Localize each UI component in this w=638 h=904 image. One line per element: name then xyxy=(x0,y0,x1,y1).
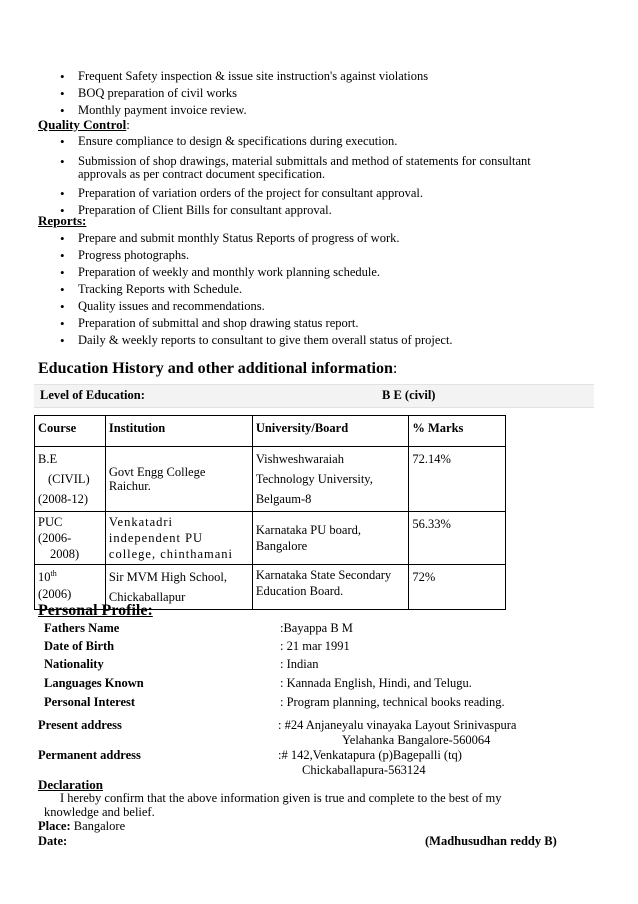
father-name-label: Fathers Name xyxy=(44,621,120,635)
institution-cell xyxy=(105,512,252,565)
cell-line: Technology University, xyxy=(255,472,373,486)
board-cell xyxy=(252,512,409,565)
permanent-address-label: Permanent address xyxy=(38,748,141,762)
list-item: • BOQ preparation of civil works xyxy=(60,85,428,102)
cell-line: B.E xyxy=(38,452,58,466)
cell-text: Venkatadri independent PU college, chinthamani xyxy=(108,515,234,561)
declaration-text-line1: I hereby confirm that the above information given is true and complete to the best of my xyxy=(60,791,502,805)
list-item: • Monthly payment invoice review. xyxy=(60,102,428,119)
languages-value: : Kannada English, Hindi, and Telugu. xyxy=(280,676,472,690)
institution-cell xyxy=(105,447,252,512)
list-item: • Preparation of Client Bills for consultant approval. xyxy=(60,202,560,219)
list-item: • Frequent Safety inspection & issue site instruction's against violations xyxy=(60,68,428,85)
quality-bullet-list xyxy=(60,133,560,219)
column-header: Institution xyxy=(105,416,252,447)
date-label: Date: xyxy=(38,834,68,848)
nationality-value: : Indian xyxy=(280,657,319,671)
education-table xyxy=(34,415,506,610)
permanent-address-line1: :# 142,Venkatapura (p)Bagepalli (tq) xyxy=(278,748,462,762)
education-level-value: B E (civil) xyxy=(382,388,436,402)
personal-heading: Personal Profile: xyxy=(38,602,153,619)
list-item: • Preparation of weekly and monthly work planning schedule. xyxy=(60,264,453,281)
list-item: • Preparation of submittal and shop drawing status report. xyxy=(60,315,453,332)
marks-cell: 72% xyxy=(409,565,506,610)
list-item: • Submission of shop drawings, material submittals and method of statements for consultant approvals as per contract document specification. xyxy=(60,155,560,181)
cell-text: Govt Engg College Raichur. xyxy=(108,465,206,493)
cell-line: Belgaum-8 xyxy=(255,492,312,506)
column-header: % Marks xyxy=(409,416,506,447)
quality-heading: Quality Control xyxy=(38,117,127,132)
reports-heading: Reports: xyxy=(38,213,87,228)
list-item: • Ensure compliance to design & specifications during execution. xyxy=(60,133,560,150)
permanent-address-line2: Chickaballapura-563124 xyxy=(302,763,426,777)
cell-line: 2008) xyxy=(50,547,80,561)
cell-line: (2006) xyxy=(38,587,72,602)
education-level-bar xyxy=(34,384,594,408)
education-level-label: Level of Education: xyxy=(40,388,145,402)
education-heading-wrap: Education History and other additional information: xyxy=(38,360,398,377)
education-heading: Education History and other additional information xyxy=(38,360,393,377)
languages-label: Languages Known xyxy=(44,676,144,690)
table-header-row xyxy=(35,416,506,447)
reports-bullet-list xyxy=(60,230,453,349)
dob-label: Date of Birth xyxy=(44,639,115,653)
quality-heading-wrap: Quality Control: xyxy=(38,117,130,132)
father-name-value: :Bayappa B M xyxy=(280,621,353,635)
marks-cell: 56.33% xyxy=(409,512,506,565)
cell-line: Education Board. xyxy=(255,584,344,598)
interest-label: Personal Interest xyxy=(44,695,136,709)
cell-line: (2008-12) xyxy=(38,492,88,506)
nationality-label: Nationality xyxy=(44,657,104,671)
list-item: • Preparation of variation orders of the project for consultant approval. xyxy=(60,185,560,202)
table-row xyxy=(35,447,506,512)
dob-value: : 21 mar 1991 xyxy=(280,639,350,653)
cell-line: Vishweshwaraiah xyxy=(255,452,344,466)
interest-value: : Program planning, technical books reading. xyxy=(280,695,505,709)
place-value: Bangalore xyxy=(73,819,126,833)
cell-line: Bangalore xyxy=(255,539,308,553)
course-cell xyxy=(35,447,106,512)
present-address-label: Present address xyxy=(38,718,122,732)
cell-line: Karnataka State Secondary xyxy=(255,568,392,582)
present-address-line2: Yelahanka Bangalore-560064 xyxy=(342,733,491,747)
list-item: • Tracking Reports with Schedule. xyxy=(60,281,453,298)
list-item: • Quality issues and recommendations. xyxy=(60,298,453,315)
list-item: • Prepare and submit monthly Status Reports of progress of work. xyxy=(60,230,453,247)
top-bullet-list xyxy=(60,68,428,119)
course-cell xyxy=(35,512,106,565)
column-header: Course xyxy=(35,416,106,447)
cell-line: 10th xyxy=(38,569,57,585)
list-item: • Progress photographs. xyxy=(60,247,453,264)
list-item: • Daily & weekly reports to consultant to give them overall status of project. xyxy=(60,332,453,349)
board-cell xyxy=(252,447,409,512)
declaration-heading: Declaration xyxy=(38,777,103,792)
present-address-line1: : #24 Anjaneyalu vinayaka Layout Srinivaspura xyxy=(278,718,517,732)
place-line: Place: Bangalore xyxy=(38,819,126,833)
cell-line: PUC xyxy=(38,515,63,529)
column-header: University/Board xyxy=(252,416,409,447)
declaration-text-line2: knowledge and belief. xyxy=(44,805,155,819)
cell-text: Sir MVM High School, Chickaballapur xyxy=(108,570,227,604)
cell-line: Karnataka PU board, xyxy=(255,523,361,537)
cell-line: (2006- xyxy=(38,531,72,545)
cell-line: (CIVIL) xyxy=(48,472,90,486)
table-row xyxy=(35,512,506,565)
board-cell xyxy=(252,565,409,610)
marks-cell: 72.14% xyxy=(409,447,506,512)
signature: (Madhusudhan reddy B) xyxy=(425,834,557,848)
